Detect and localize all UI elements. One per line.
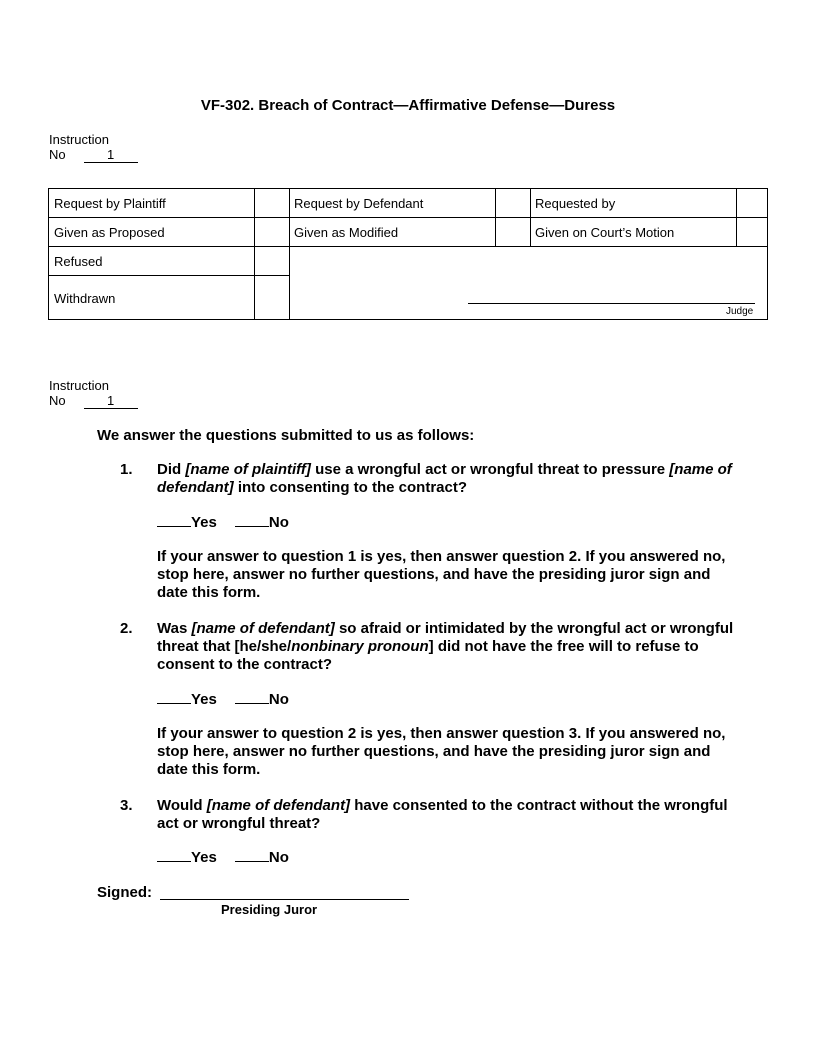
instruction-label: Instruction: [49, 132, 109, 147]
instruction-no-blank: [84, 147, 138, 162]
instruction-label: Instruction: [49, 378, 109, 393]
instruction-no-blank: [84, 393, 138, 408]
request-table: [48, 188, 768, 320]
yes-blank[interactable]: [157, 514, 191, 527]
instruction-number-top: [49, 132, 138, 162]
yes-label: Yes: [191, 691, 217, 708]
requested-by-label: Requested by: [535, 196, 616, 211]
yes-no-answer[interactable]: [157, 849, 289, 866]
withdrawn-label: Withdrawn: [54, 291, 116, 306]
refused-label: Refused: [54, 254, 103, 269]
presiding-juror-signature-line[interactable]: [160, 899, 409, 900]
instruction-number-value: 1: [107, 147, 115, 162]
signed-label: Signed:: [97, 884, 152, 901]
request-by-defendant-label: Request by Defendant: [294, 196, 424, 211]
question-text: Would [name of defendant] have consented to the contract without the wrongful act or wrongful threat?: [157, 797, 728, 832]
given-as-modified-label: Given as Modified: [294, 225, 399, 240]
question-text: Did [name of plaintiff] use a wrongful act or wrongful threat to pressure [name of defendant] into consenting to the contract?: [157, 461, 732, 496]
instruction-number-value: 1: [107, 393, 115, 408]
question-number: 3.: [120, 797, 133, 814]
no-blank[interactable]: [235, 849, 269, 862]
question-number: 1.: [120, 461, 133, 478]
judge-signature-line: [468, 303, 755, 304]
judge-label: Judge: [726, 306, 754, 317]
question-instruction: If your answer to question 1 is yes, then answer question 2. If you answered no, stop here, answer no further questions, and have the presiding juror sign and date this form.: [157, 548, 726, 601]
yes-label: Yes: [191, 514, 217, 531]
question-instruction: If your answer to question 2 is yes, then answer question 3. If you answered no, stop here, answer no further questions, and have the presiding juror sign and date this form.: [157, 725, 726, 778]
no-label: No: [268, 691, 289, 708]
question-number: 2.: [120, 620, 133, 637]
instruction-no-label: No: [49, 147, 66, 162]
given-on-courts-motion-label: Given on Court’s Motion: [535, 225, 675, 240]
no-label: No: [268, 514, 289, 531]
page-title: VF-302. Breach of Contract—Affirmative Defense—Duress: [200, 97, 616, 114]
question-text: Was [name of defendant] so afraid or intimidated by the wrongful act or wrongful threat that [he/she/nonbinary pronoun] did not have the free will to refuse to consent to the contract?: [157, 620, 734, 673]
given-as-proposed-label: Given as Proposed: [54, 225, 165, 240]
instruction-no-label: No: [49, 393, 66, 408]
no-blank[interactable]: [235, 514, 269, 527]
instruction-number-bottom: [49, 378, 138, 408]
verdict-intro: We answer the questions submitted to us as follows:: [97, 427, 475, 444]
no-label: No: [268, 849, 289, 866]
yes-label: Yes: [191, 849, 217, 866]
yes-blank[interactable]: [157, 691, 191, 704]
request-by-plaintiff-label: Request by Plaintiff: [54, 196, 166, 211]
yes-no-answer[interactable]: [157, 514, 289, 531]
yes-blank[interactable]: [157, 849, 191, 862]
presiding-juror-label: Presiding Juror: [221, 902, 318, 917]
no-blank[interactable]: [235, 691, 269, 704]
yes-no-answer[interactable]: [157, 691, 289, 708]
